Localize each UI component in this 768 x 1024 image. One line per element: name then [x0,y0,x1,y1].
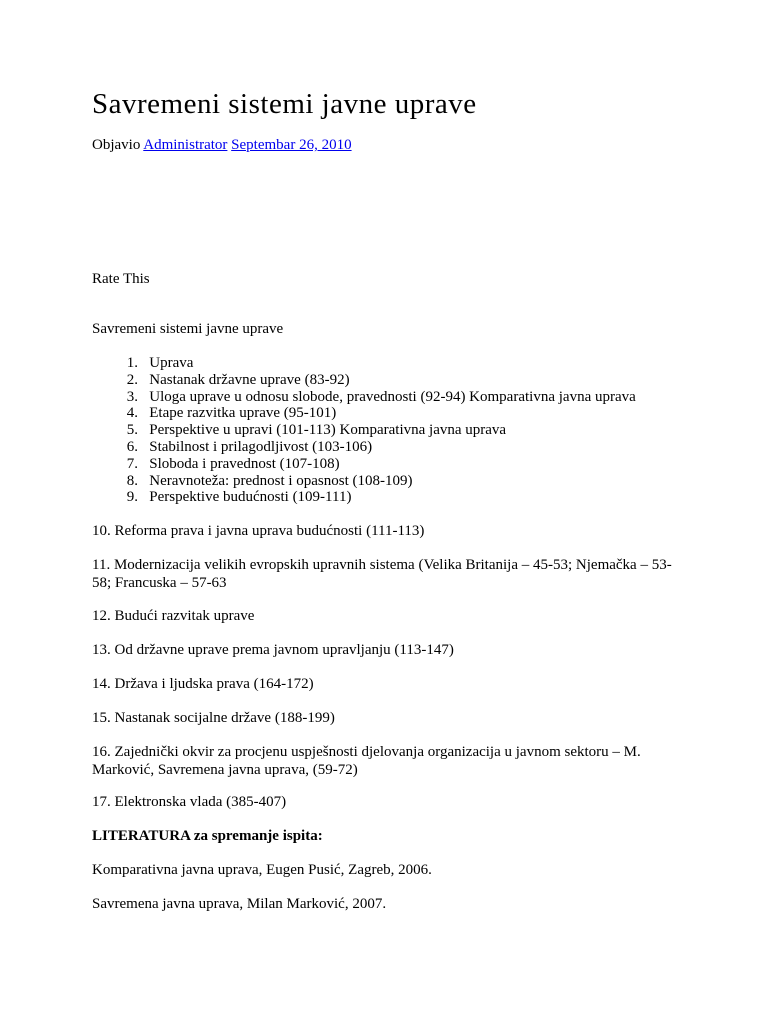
byline-prefix: Objavio [92,137,141,153]
byline [92,136,352,154]
literature-book-1: Komparativna javna uprava, Eugen Pusić, Zagreb, 2006. [92,862,432,878]
list-item-text: Etape razvitka uprave (95-101) [149,405,337,422]
rate-this-label: Rate This [92,271,150,287]
list-item [92,456,636,473]
list-item-number: 1. [126,355,138,371]
list-item-number: 8. [126,472,138,489]
topic-paragraph-16: 16. Zajednički okvir za procjenu uspješnosti djelovanja organizacija u javnom sektoru – M. Marković, Savremena javna uprava, (59-72) [92,744,641,778]
list-item-number: 4. [126,405,138,422]
list-item-text: Sloboda i pravednost (107-108) [149,455,340,472]
list-item-text: Uloga uprave u odnosu slobode, pravednosti (92-94) Komparativna javna uprava [149,388,636,405]
page-title: Savremeni sistemi javne uprave [92,88,477,120]
list-item-number: 2. [126,371,138,388]
list-item [92,389,636,406]
list-item-number: 5. [126,422,138,439]
list-item [92,355,636,372]
date-link[interactable]: Septembar 26, 2010 [231,137,352,153]
list-item-text: Perspektive budućnosti (109-111) [149,489,352,506]
list-item-text: Uprava [149,355,194,371]
list-item-text: Neravnoteža: prednost i opasnost (108-109) [149,472,413,489]
list-item [92,489,636,506]
list-item [92,422,636,439]
topic-paragraph-10: 10. Reforma prava i javna uprava budućnosti (111-113) [92,523,425,539]
list-item-number: 7. [126,455,138,472]
topic-paragraph-13: 13. Od državne uprave prema javnom upravljanju (113-147) [92,642,454,658]
list-item [92,372,636,389]
topic-paragraph-17: 17. Elektronska vlada (385-407) [92,794,287,810]
topic-paragraph-14: 14. Država i ljudska prava (164-172) [92,676,314,692]
list-item-text: Stabilnost i prilagodljivost (103-106) [149,438,373,455]
topic-paragraph-12: 12. Budući razvitak uprave [92,608,255,624]
list-item-number: 9. [126,489,138,506]
literature-book-2: Savremena javna uprava, Milan Marković, 2007. [92,896,387,912]
list-item [92,473,636,490]
list-item-number: 6. [126,438,138,455]
list-item-text: Nastanak državne uprave (83-92) [149,371,350,388]
topic-paragraph-11: 11. Modernizacija velikih evropskih upravnih sistema (Velika Britanija – 45-53; Njemačka – 53-58; Francuska – 57-63 [92,557,672,591]
list-item-text: Perspektive u upravi (101-113) Komparativna javna uprava [149,422,507,439]
author-link[interactable]: Administrator [143,137,228,153]
section-subtitle: Savremeni sistemi javne uprave [92,321,284,337]
literature-heading: LITERATURA za spremanje ispita: [92,828,323,844]
list-item [92,405,636,422]
topic-paragraph-15: 15. Nastanak socijalne države (188-199) [92,710,335,726]
list-item [92,439,636,456]
topics-list [92,355,636,506]
list-item-number: 3. [126,388,138,405]
